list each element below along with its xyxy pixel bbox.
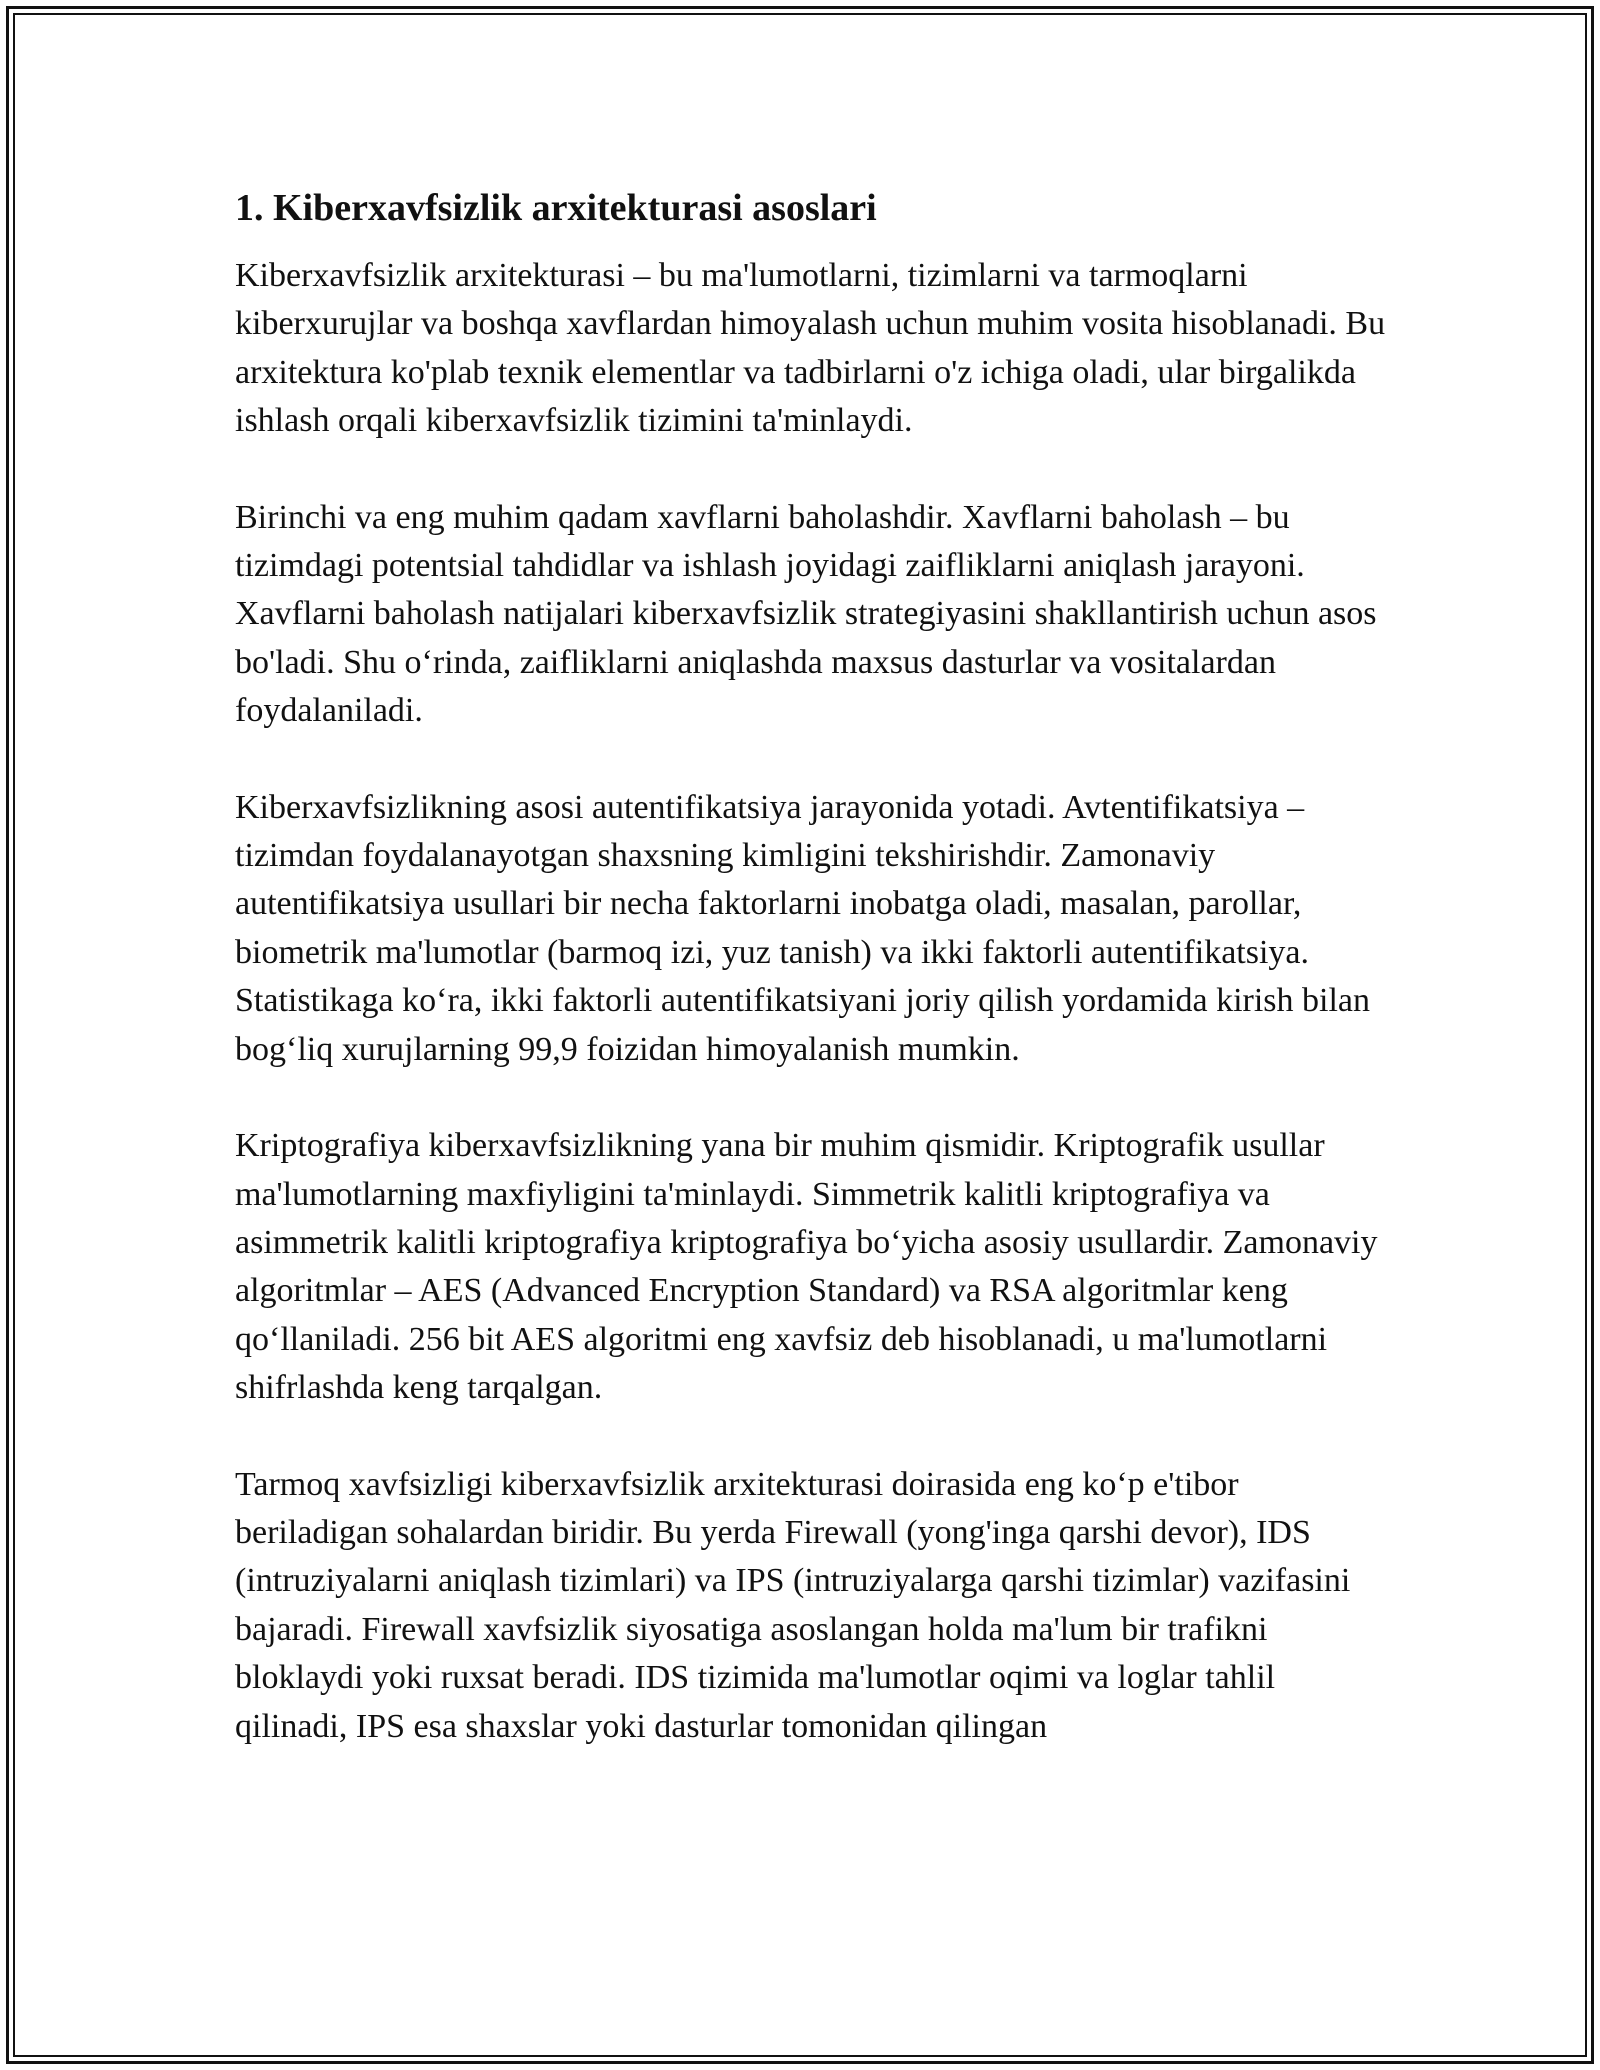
paragraph-architecture-intro: Kiberxavfsizlik arxitekturasi – bu ma'lumotlarni, tizimlarni va tarmoqlarni kiberxurujlar va boshqa xavflardan himoyalash uchun muhim vosita hisoblanadi. Bu arxitektura ko'plab texnik elementlar va tadbirlarni o'z ichiga oladi, ular birgalikda ishlash orqali kiberxavfsizlik tizimini ta'minlaydi. — [235, 257, 1386, 440]
paragraph-authentication: Kiberxavfsizlikning asosi autentifikatsiya jarayonida yotadi. Avtentifikatsiya – tizimdan foydalanayotgan shaxsning kimligini tekshirishdir. Zamonaviy autentifikatsiya usullari bir necha faktorlarni inobatga oladi, masalan, parollar, biometrik ma'lumotlar (barmoq izi, yuz tanish) va ikki faktorli autentifikatsiya. Statistikaga ko‘ra, ikki faktorli autentifikatsiyani joriy qilish yordamida kirish bilan bog‘liq xurujlarning 99,9 foizidan himoyalanish mumkin. — [235, 788, 1370, 1068]
paragraph-cryptography: Kriptografiya kiberxavfsizlikning yana bir muhim qismidir. Kriptografik usullar ma'lumotlarning maxfiyligini ta'minlaydi. Simmetrik kalitli kriptografiya va asimmetrik kalitli kriptografiya kriptografiya bo‘yicha asosiy usullardir. Zamonaviy algoritmlar – AES (Advanced Encryption Standard) va RSA algoritmlar keng qo‘llaniladi. 256 bit AES algoritmi eng xavfsiz deb hisoblanadi, u ma'lumotlarni shifrlashda keng tarqalgan. — [235, 1127, 1378, 1407]
document-body — [235, 184, 1395, 1799]
paragraph-risk-assessment: Birinchi va eng muhim qadam xavflarni baholashdir. Xavflarni baholash – bu tizimdagi potentsial tahdidlar va ishlash joyidagi zaifliklarni aniqlash jarayoni. Xavflarni baholash natijalari kiberxavfsizlik strategiyasini shakllantirish uchun asos bo'ladi. Shu o‘rinda, zaifliklarni aniqlashda maxsus dasturlar va vositalardan foydalaniladi. — [235, 498, 1377, 730]
section-heading: 1. Kiberxavfsizlik arxitekturasi asoslari — [235, 187, 877, 229]
paragraph-network-security: Tarmoq xavfsizligi kiberxavfsizlik arxitekturasi doirasida eng ko‘p e'tibor beriladigan sohalardan biridir. Bu yerda Firewall (yong'inga qarshi devor), IDS (intruziyalarni aniqlash tizimlari) va IPS (intruziyalarga qarshi tizimlar) vazifasini bajaradi. Firewall xavfsizlik siyosatiga asoslangan holda ma'lum bir trafikni bloklaydi yoki ruxsat beradi. IDS tizimida ma'lumotlar oqimi va loglar tahlil qilinadi, IPS esa shaxslar yoki dasturlar tomonidan qilingan — [235, 1465, 1351, 1745]
